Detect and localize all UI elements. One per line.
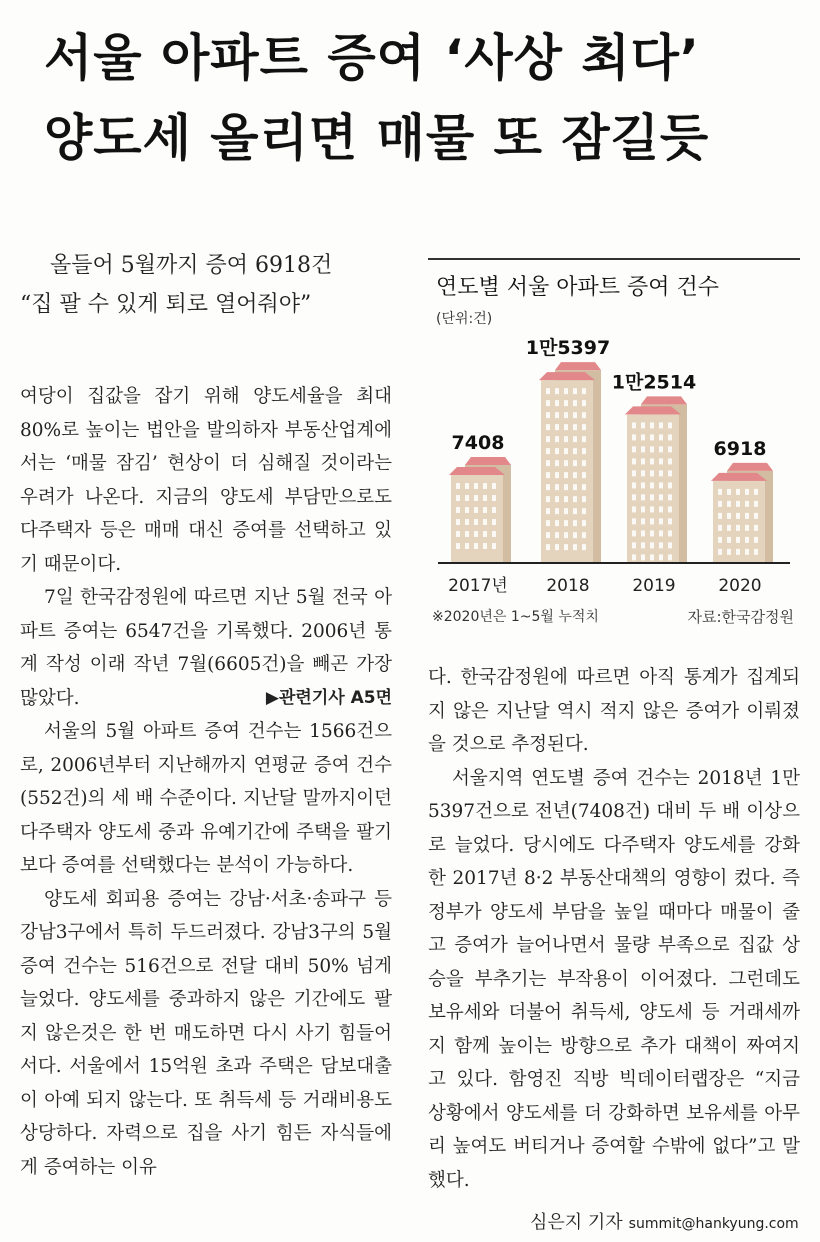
bar-window bbox=[456, 543, 460, 549]
bar-window bbox=[492, 507, 496, 513]
bar-window bbox=[474, 543, 478, 549]
bar-window bbox=[736, 525, 740, 531]
subheadline-line-1: 올들어 5월까지 증여 6918건 bbox=[50, 253, 333, 278]
bar-window bbox=[546, 544, 550, 550]
bar-window bbox=[736, 489, 740, 495]
bar-window bbox=[727, 525, 731, 531]
x-tick-label: 2018 bbox=[546, 576, 590, 596]
bar-window bbox=[546, 484, 550, 490]
bar-window bbox=[632, 506, 636, 512]
bar-window bbox=[582, 388, 586, 394]
bar-window bbox=[582, 520, 586, 526]
bar-value-label: 1만5397 bbox=[525, 337, 611, 360]
bar-window bbox=[465, 495, 469, 501]
bar-window bbox=[564, 400, 568, 406]
bar-window bbox=[573, 436, 577, 442]
bar-window bbox=[668, 542, 672, 548]
bar-window bbox=[641, 458, 645, 464]
bar-window bbox=[650, 506, 654, 512]
bar-window bbox=[668, 458, 672, 464]
bar-back-roof bbox=[465, 457, 511, 465]
bar-window bbox=[546, 472, 550, 478]
bar-window bbox=[564, 412, 568, 418]
bar-window bbox=[754, 525, 758, 531]
bar-window bbox=[573, 496, 577, 502]
bar-window bbox=[555, 484, 559, 490]
subheadline-line-2: “집 팔 수 있게 퇴로 열어줘야” bbox=[20, 292, 312, 317]
bar-window bbox=[582, 460, 586, 466]
bar-window bbox=[573, 412, 577, 418]
bar-window bbox=[754, 501, 758, 507]
paragraph: 여당이 집값을 잡기 위해 양도세율을 최대 80%로 높이는 법안을 발의하자 부동산업계에서는 ‘매물 잠김’ 현상이 더 심해질 것이라는 우려가 나온다. 지금의 양도세 부담만으로도 다주택자 등은 매매 대신 증여를 선택하고 있기 때문이다. bbox=[20, 386, 392, 575]
bar-window bbox=[465, 483, 469, 489]
reporter-name: 심은지 기자 bbox=[530, 1212, 623, 1233]
paragraph: 서울의 5월 아파트 증여 건수는 1566건으로, 2006년부터 지난해까지 연평균 증여 건수(552건)의 세 배 수준이다. 지난달 말까지이던 다주택자 양도세 중과 유예기간에 주택을 팔기보다 증여를 선택했다는 분석이 가능하다. bbox=[20, 721, 392, 876]
bar-window bbox=[718, 537, 722, 543]
bar-window bbox=[641, 422, 645, 428]
bar-window bbox=[555, 520, 559, 526]
bar-window bbox=[573, 448, 577, 454]
bar-back-roof bbox=[641, 396, 687, 404]
bar-window bbox=[546, 436, 550, 442]
bar-window bbox=[754, 537, 758, 543]
bar-window bbox=[582, 424, 586, 430]
bar-window bbox=[474, 531, 478, 537]
bar-window bbox=[492, 495, 496, 501]
bar-window bbox=[668, 422, 672, 428]
bar-window bbox=[465, 519, 469, 525]
bar-window bbox=[641, 542, 645, 548]
byline bbox=[530, 1208, 799, 1234]
bar-window bbox=[641, 494, 645, 500]
bar-window bbox=[483, 483, 487, 489]
bar-back-roof bbox=[727, 463, 773, 471]
headline bbox=[44, 18, 784, 178]
bar-window bbox=[659, 422, 663, 428]
bar-window bbox=[555, 448, 559, 454]
bar-window bbox=[659, 554, 663, 560]
article-column-right bbox=[428, 661, 800, 1197]
bar-window bbox=[474, 495, 478, 501]
bar-window bbox=[492, 519, 496, 525]
bar-window bbox=[718, 549, 722, 555]
bar-window bbox=[632, 470, 636, 476]
bar-window bbox=[745, 489, 749, 495]
bar-window bbox=[659, 482, 663, 488]
bar-window bbox=[718, 513, 722, 519]
bar-window bbox=[573, 388, 577, 394]
bar-window bbox=[641, 554, 645, 560]
x-tick-label: 2019 bbox=[632, 576, 676, 596]
bar-window bbox=[564, 436, 568, 442]
bar-window bbox=[582, 508, 586, 514]
chart-title: 연도별 서울 아파트 증여 건수 bbox=[436, 275, 719, 300]
bar-window bbox=[754, 549, 758, 555]
bar-window bbox=[745, 525, 749, 531]
bar-window bbox=[632, 422, 636, 428]
bar-window bbox=[668, 506, 672, 512]
bar-window bbox=[564, 388, 568, 394]
bar-window bbox=[546, 388, 550, 394]
bar-window bbox=[641, 506, 645, 512]
bar-window bbox=[641, 518, 645, 524]
bar-window bbox=[492, 543, 496, 549]
bar-window bbox=[582, 448, 586, 454]
bar-value-label: 1만2514 bbox=[611, 371, 697, 394]
bar-window bbox=[632, 554, 636, 560]
bar-window bbox=[483, 495, 487, 501]
bar-window bbox=[546, 424, 550, 430]
bar-window bbox=[736, 513, 740, 519]
bar-window bbox=[546, 460, 550, 466]
bar-window bbox=[659, 470, 663, 476]
bar-window bbox=[465, 507, 469, 513]
bar-window bbox=[573, 508, 577, 514]
bar-window bbox=[668, 518, 672, 524]
bar-window bbox=[745, 501, 749, 507]
bar-window bbox=[659, 530, 663, 536]
bar-window bbox=[555, 508, 559, 514]
bar-window bbox=[650, 554, 654, 560]
bar-window bbox=[456, 507, 460, 513]
bar-window bbox=[555, 532, 559, 538]
bar-window bbox=[668, 434, 672, 440]
chart-plot bbox=[428, 258, 800, 603]
bar-window bbox=[632, 434, 636, 440]
bar-window bbox=[456, 483, 460, 489]
bar-window bbox=[632, 530, 636, 536]
bar-window bbox=[546, 448, 550, 454]
bar-window bbox=[546, 532, 550, 538]
bar-window bbox=[564, 520, 568, 526]
bar-window bbox=[456, 495, 460, 501]
bar-building bbox=[539, 362, 601, 563]
bar-window bbox=[555, 436, 559, 442]
bar-building bbox=[711, 463, 773, 563]
bar-window bbox=[668, 554, 672, 560]
bar-window bbox=[650, 482, 654, 488]
bar-window bbox=[483, 543, 487, 549]
bar-window bbox=[736, 537, 740, 543]
bar-window bbox=[727, 549, 731, 555]
bar-window bbox=[582, 412, 586, 418]
bar-window bbox=[555, 472, 559, 478]
bar-window bbox=[659, 434, 663, 440]
bar-chart bbox=[428, 258, 800, 638]
bar-window bbox=[650, 518, 654, 524]
bar-window bbox=[546, 520, 550, 526]
bar-window bbox=[555, 400, 559, 406]
headline-line-2: 양도세 올리면 매물 또 잠길듯 bbox=[44, 109, 710, 167]
bar-window bbox=[456, 531, 460, 537]
paragraph: 서울지역 연도별 증여 건수는 2018년 1만5397건으로 전년(7408건) 대비 두 배 이상으로 늘었다. 당시에도 다주택자 양도세를 강화한 2017년 8·2 부동산대책의 영향이 컸다. 즉 정부가 양도세 부담을 높일 때마다 매물이 줄고 증여가 늘어나면서 물량 부족으로 집값 상승을 부추기는 부작용이 이어졌다. 그런데도 보유세와 더불어 취득세, 양도세 등 거래세까지 함께 높이는 방향으로 추가 대책이 짜여지고 있다. 함영진 직방 빅데이터랩장은 “지금 상황에서 양도세를 더 강화하면 보유세를 아무리 높여도 버티거나 증여할 수밖에 없다”고 말했다. bbox=[428, 767, 800, 1191]
bar-window bbox=[555, 544, 559, 550]
bar-window bbox=[754, 489, 758, 495]
bar-window bbox=[668, 446, 672, 452]
bar-window bbox=[573, 460, 577, 466]
bar-window bbox=[659, 494, 663, 500]
bar-window bbox=[641, 470, 645, 476]
bar-window bbox=[492, 531, 496, 537]
bar-window bbox=[546, 412, 550, 418]
bar-window bbox=[483, 519, 487, 525]
bar-window bbox=[474, 519, 478, 525]
bar-window bbox=[650, 470, 654, 476]
bar-window bbox=[456, 519, 460, 525]
headline-line-1: 서울 아파트 증여 ‘사상 최다’ bbox=[44, 29, 700, 87]
bar-window bbox=[573, 424, 577, 430]
bar-window bbox=[582, 484, 586, 490]
related-article-link[interactable]: ▶관련기사 A5면 bbox=[265, 687, 392, 708]
bar-window bbox=[668, 530, 672, 536]
bar-window bbox=[632, 494, 636, 500]
bar-window bbox=[564, 484, 568, 490]
bar-window bbox=[650, 422, 654, 428]
bar-window bbox=[745, 549, 749, 555]
bar-window bbox=[641, 530, 645, 536]
bar-window bbox=[483, 507, 487, 513]
bar-window bbox=[641, 446, 645, 452]
bar-window bbox=[650, 446, 654, 452]
chart-note: ※2020년은 1~5월 누적치 bbox=[432, 609, 599, 625]
bar-window bbox=[650, 434, 654, 440]
bar-window bbox=[659, 458, 663, 464]
bar-window bbox=[659, 518, 663, 524]
bar-window bbox=[465, 531, 469, 537]
bar-window bbox=[582, 436, 586, 442]
bar-window bbox=[582, 496, 586, 502]
bar-window bbox=[564, 448, 568, 454]
bar-window bbox=[555, 412, 559, 418]
paragraph: 다. 한국감정원에 따르면 아직 통계가 집계되지 않은 지난달 역시 적지 않은 증여가 이뤄졌을 것으로 추정된다. bbox=[428, 667, 800, 755]
bar-window bbox=[546, 400, 550, 406]
bar-value-label: 7408 bbox=[451, 432, 505, 455]
bar-window bbox=[573, 484, 577, 490]
paragraph: 양도세 회피용 증여는 강남·서초·송파구 등 강남3구에서 특히 두드러졌다. 강남3구의 5월 증여 건수는 516건으로 전달 대비 50% 넘게 늘었다. 양도세를 중과하지 않은 기간에도 팔지 않은것은 한 번 매도하면 다시 사기 힘들어서다. 서울에서 15억원 초과 주택은 담보대출이 아예 되지 않는다. 또 취득세 등 거래비용도 상당하다. 자력으로 집을 사기 힘든 자식들에게 증여하는 이유 bbox=[20, 888, 392, 1178]
bar-window bbox=[546, 508, 550, 514]
bar-window bbox=[718, 525, 722, 531]
bar-window bbox=[745, 513, 749, 519]
bar-window bbox=[573, 520, 577, 526]
paragraph bbox=[20, 581, 392, 715]
bar-window bbox=[650, 494, 654, 500]
paragraph-text: 7일 한국감정원에 따르면 지난 5월 전국 아파트 증여는 6547건을 기록했다. 2006년 통계 작성 이래 작년 7월(6605건)을 빼곤 가장 많았다. bbox=[20, 587, 392, 709]
bar-window bbox=[564, 472, 568, 478]
bar-window bbox=[641, 482, 645, 488]
bar-window bbox=[659, 542, 663, 548]
bar-window bbox=[582, 532, 586, 538]
bar-window bbox=[564, 424, 568, 430]
bar-window bbox=[474, 507, 478, 513]
bar-window bbox=[718, 489, 722, 495]
x-tick-label: 2017년 bbox=[448, 576, 508, 596]
bar-window bbox=[632, 446, 636, 452]
bar-window bbox=[632, 518, 636, 524]
bar-window bbox=[483, 531, 487, 537]
x-tick-label: 2020 bbox=[718, 576, 762, 596]
bar-window bbox=[492, 483, 496, 489]
bar-window bbox=[564, 508, 568, 514]
bar-window bbox=[650, 458, 654, 464]
bar-window bbox=[582, 400, 586, 406]
bar-window bbox=[650, 542, 654, 548]
bar-window bbox=[474, 483, 478, 489]
bar-window bbox=[564, 496, 568, 502]
subheadline bbox=[20, 246, 400, 324]
bar-window bbox=[564, 532, 568, 538]
bar-window bbox=[668, 482, 672, 488]
bar-window bbox=[582, 472, 586, 478]
bar-window bbox=[745, 537, 749, 543]
bar-window bbox=[573, 400, 577, 406]
bar-window bbox=[650, 530, 654, 536]
bar-window bbox=[727, 489, 731, 495]
bar-window bbox=[727, 537, 731, 543]
bar-window bbox=[641, 434, 645, 440]
bar-building bbox=[625, 396, 687, 563]
bar-window bbox=[754, 513, 758, 519]
bar-back-roof bbox=[555, 362, 601, 370]
bar-window bbox=[736, 501, 740, 507]
bar-window bbox=[546, 496, 550, 502]
bar-value-label: 6918 bbox=[713, 437, 767, 460]
bar-window bbox=[668, 494, 672, 500]
bar-window bbox=[573, 544, 577, 550]
reporter-email[interactable]: summit@hankyung.com bbox=[628, 1216, 799, 1232]
bar-window bbox=[727, 513, 731, 519]
bar-window bbox=[555, 424, 559, 430]
bar-window bbox=[573, 472, 577, 478]
article-column-left bbox=[20, 380, 392, 1242]
bar-window bbox=[582, 544, 586, 550]
chart-unit: (단위:건) bbox=[436, 311, 493, 327]
bar-window bbox=[632, 542, 636, 548]
bar-window bbox=[555, 388, 559, 394]
bar-window bbox=[659, 506, 663, 512]
chart-source: 자료:한국감정원 bbox=[687, 608, 794, 626]
bar-window bbox=[564, 544, 568, 550]
bar-window bbox=[573, 532, 577, 538]
bar-window bbox=[555, 460, 559, 466]
bar-window bbox=[564, 460, 568, 466]
bar-window bbox=[736, 549, 740, 555]
bar-building bbox=[449, 457, 511, 563]
bar-window bbox=[727, 501, 731, 507]
bar-window bbox=[668, 470, 672, 476]
bar-window bbox=[465, 543, 469, 549]
bar-window bbox=[632, 482, 636, 488]
bar-window bbox=[659, 446, 663, 452]
bar-window bbox=[555, 496, 559, 502]
bar-window bbox=[718, 501, 722, 507]
bar-window bbox=[632, 458, 636, 464]
